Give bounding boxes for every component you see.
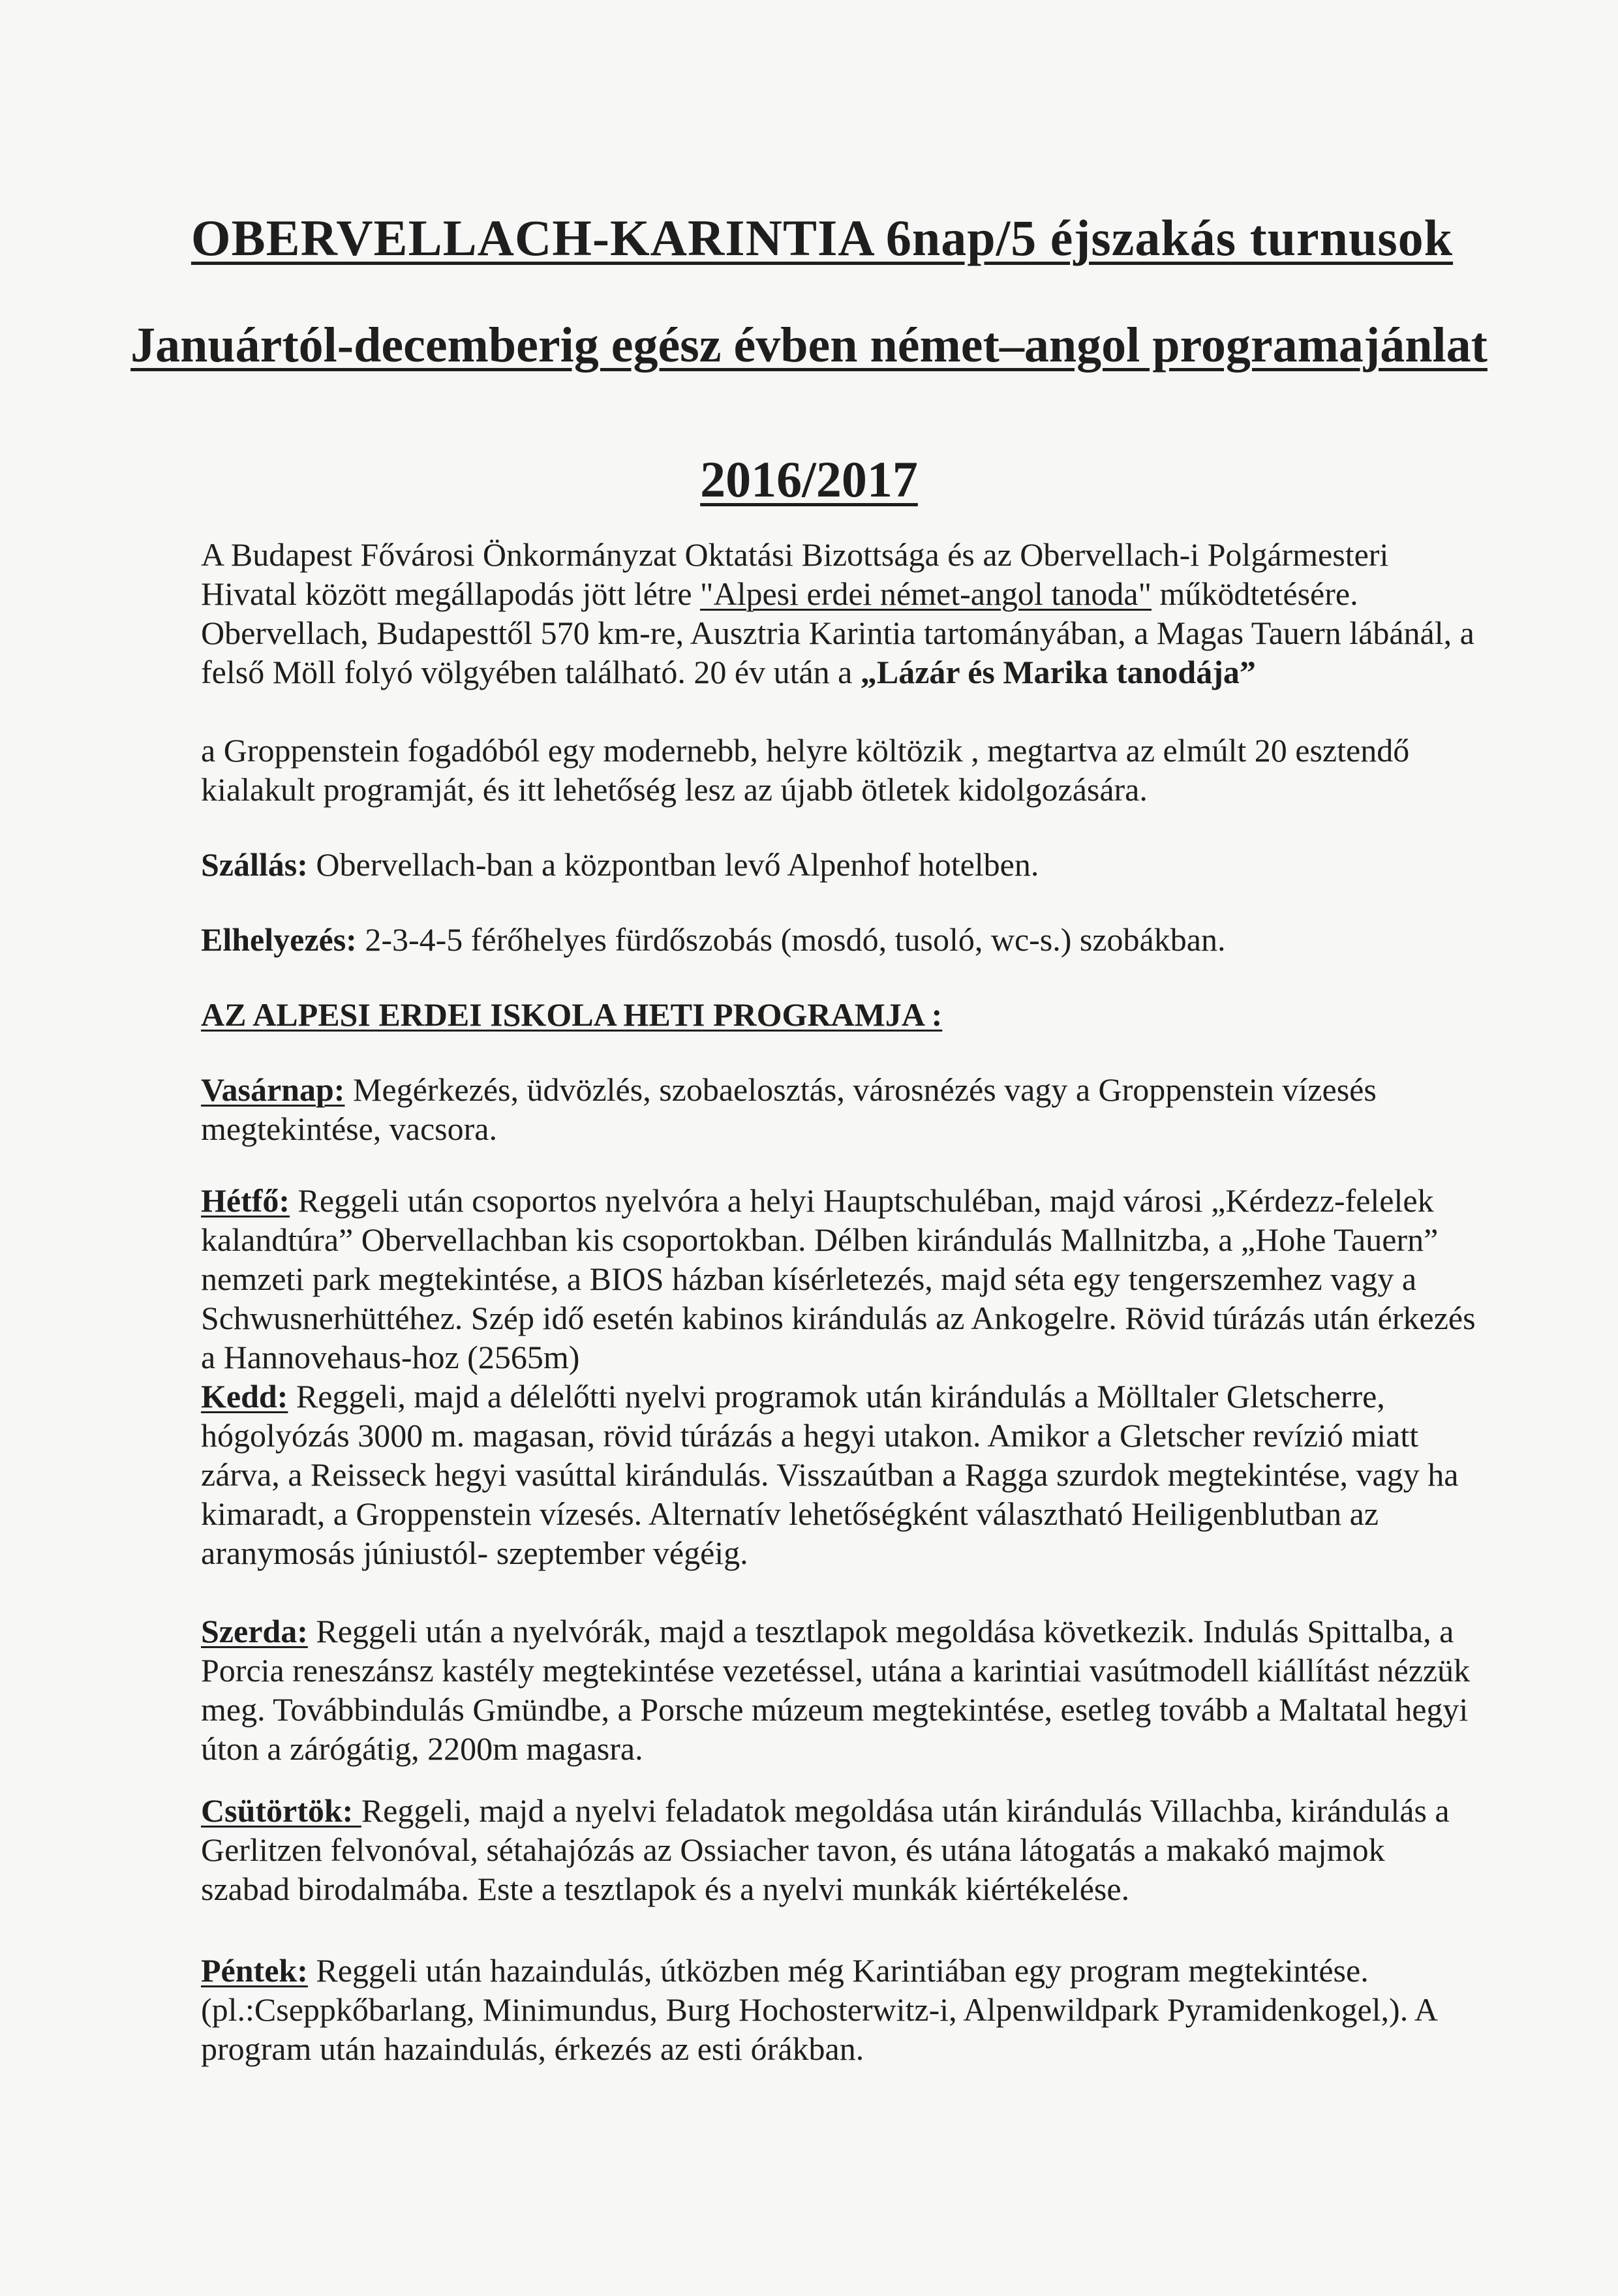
day-thursday: [201, 1791, 1480, 1908]
day-label: Hétfő:: [201, 1182, 290, 1219]
day-text: Reggeli után hazaindulás, útközben még Karintiában egy program megtekintése. (pl.:Cseppkőbarlang, Minimundus, Burg Hochosterwitz-i, Alpenwildpark Pyramidenkogel,). A program után hazaindulás, érkezés az esti órákban.: [201, 1952, 1437, 2067]
day-label: Kedd:: [201, 1378, 288, 1415]
accommodation-text: Obervellach-ban a központban levő Alpenhof hotelben.: [307, 846, 1039, 883]
rooms-label: Elhelyezés:: [201, 921, 357, 958]
tanoda-name: "Alpesi erdei német-angol tanoda": [700, 575, 1152, 612]
accommodation-label: Szállás:: [201, 846, 308, 883]
rooms-text: 2-3-4-5 férőhelyes fürdőszobás (mosdó, tusoló, wc-s.) szobákban.: [356, 921, 1226, 958]
day-text: Reggeli után a nyelvórák, majd a tesztlapok megoldása következik. Indulás Spittalba, a Porcia reneszánsz kastély megtekintése vezetéssel, utána a karintiai vasútmodell kiállítást nézzük meg. Továbbindulás Gmündbe, a Porsche múzeum megtekintése, esetleg tovább a Maltatal hegyi úton a zárógátig, 2200m magasra.: [201, 1613, 1471, 1767]
rooms-line: [201, 920, 1480, 959]
accommodation-line: [201, 845, 1480, 884]
day-monday: [201, 1181, 1480, 1377]
weekly-program-heading: AZ ALPESI ERDEI ISKOLA HETI PROGRAMJA :: [201, 996, 943, 1033]
intro-text-b: működtetésére. Obervellach, Budapesttől 570 km-re, Ausztria Karintia tartományában, a Magas Tauern lábánál, a felső Möll folyó völgyében található. 20 év után a: [201, 575, 1474, 690]
day-text: Megérkezés, üdvözlés, szobaelosztás, városnézés vagy a Groppenstein vízesés megtekintése, vacsora.: [201, 1071, 1377, 1147]
day-friday: [201, 1951, 1480, 2068]
day-text: Reggeli, majd a délelőtti nyelvi programok után kirándulás a Mölltaler Gletscherre, hógolyózás 3000 m. magasan, rövid túrázás a hegyi utakon. Amikor a Gletscher revízió miatt zárva, a Reisseck hegyi vasúttal kirándulás. Visszaútban a Ragga szurdok megtekintése, vagy ha kimaradt, a Groppenstein vízesés. Alternatív lehetőségként választható Heiligenblutban az aranymosás júniustól- szeptember végéig.: [201, 1378, 1459, 1571]
tanoda-title: „Lázár és Marika tanodája”: [860, 654, 1256, 690]
day-label: Csütörtök:: [201, 1792, 361, 1829]
day-tuesday: [201, 1377, 1480, 1572]
day-label: Szerda:: [201, 1613, 308, 1649]
day-label: Péntek:: [201, 1952, 308, 1989]
day-sunday: [201, 1070, 1480, 1148]
intro-text-a: A Budapest Fővárosi Önkormányzat Oktatási Bizottsága és az Obervellach-i Polgármesteri Hivatal között megállapodás jött létre: [201, 536, 1389, 612]
document-title: OBERVELLACH-KARINTIA 6nap/5 éjszakás turnusok: [191, 209, 1454, 266]
document-year: 2016/2017: [700, 451, 918, 508]
day-wednesday: [201, 1612, 1480, 1768]
intro-paragraph-continued: a Groppenstein fogadóból egy modernebb, helyre költözik , megtartva az elmúlt 20 esztendő kialakult programját, és itt lehetőség lesz az újabb ötletek kidolgozására.: [201, 732, 1410, 808]
day-text: Reggeli, majd a nyelvi feladatok megoldása után kirándulás Villachba, kirándulás a Gerlitzen felvonóval, sétahajózás az Ossiacher tavon, és utána látogatás a makakó majmok szabad birodalmába. Este a tesztlapok és a nyelvi munkák kiértékelése.: [201, 1792, 1450, 1907]
day-text: Reggeli után csoportos nyelvóra a helyi Hauptschuléban, majd városi „Kérdezz-felelek kalandtúra” Obervellachban kis csoportokban. Délben kirándulás Mallnitzba, a „Hohe Tauern” nemzeti park megtekintése, a BIOS házban kísérletezés, majd séta egy tengerszemhez vagy a Schwusnerhüttéhez. Szép idő esetén kabinos kirándulás az Ankogelre. Rövid túrázás után érkezés a Hannovehaus-hoz (2565m): [201, 1182, 1476, 1375]
day-label: Vasárnap:: [201, 1071, 345, 1108]
document-subtitle: Januártól-decemberig egész évben német–angol programajánlat: [130, 318, 1488, 373]
intro-paragraph: [201, 535, 1480, 692]
